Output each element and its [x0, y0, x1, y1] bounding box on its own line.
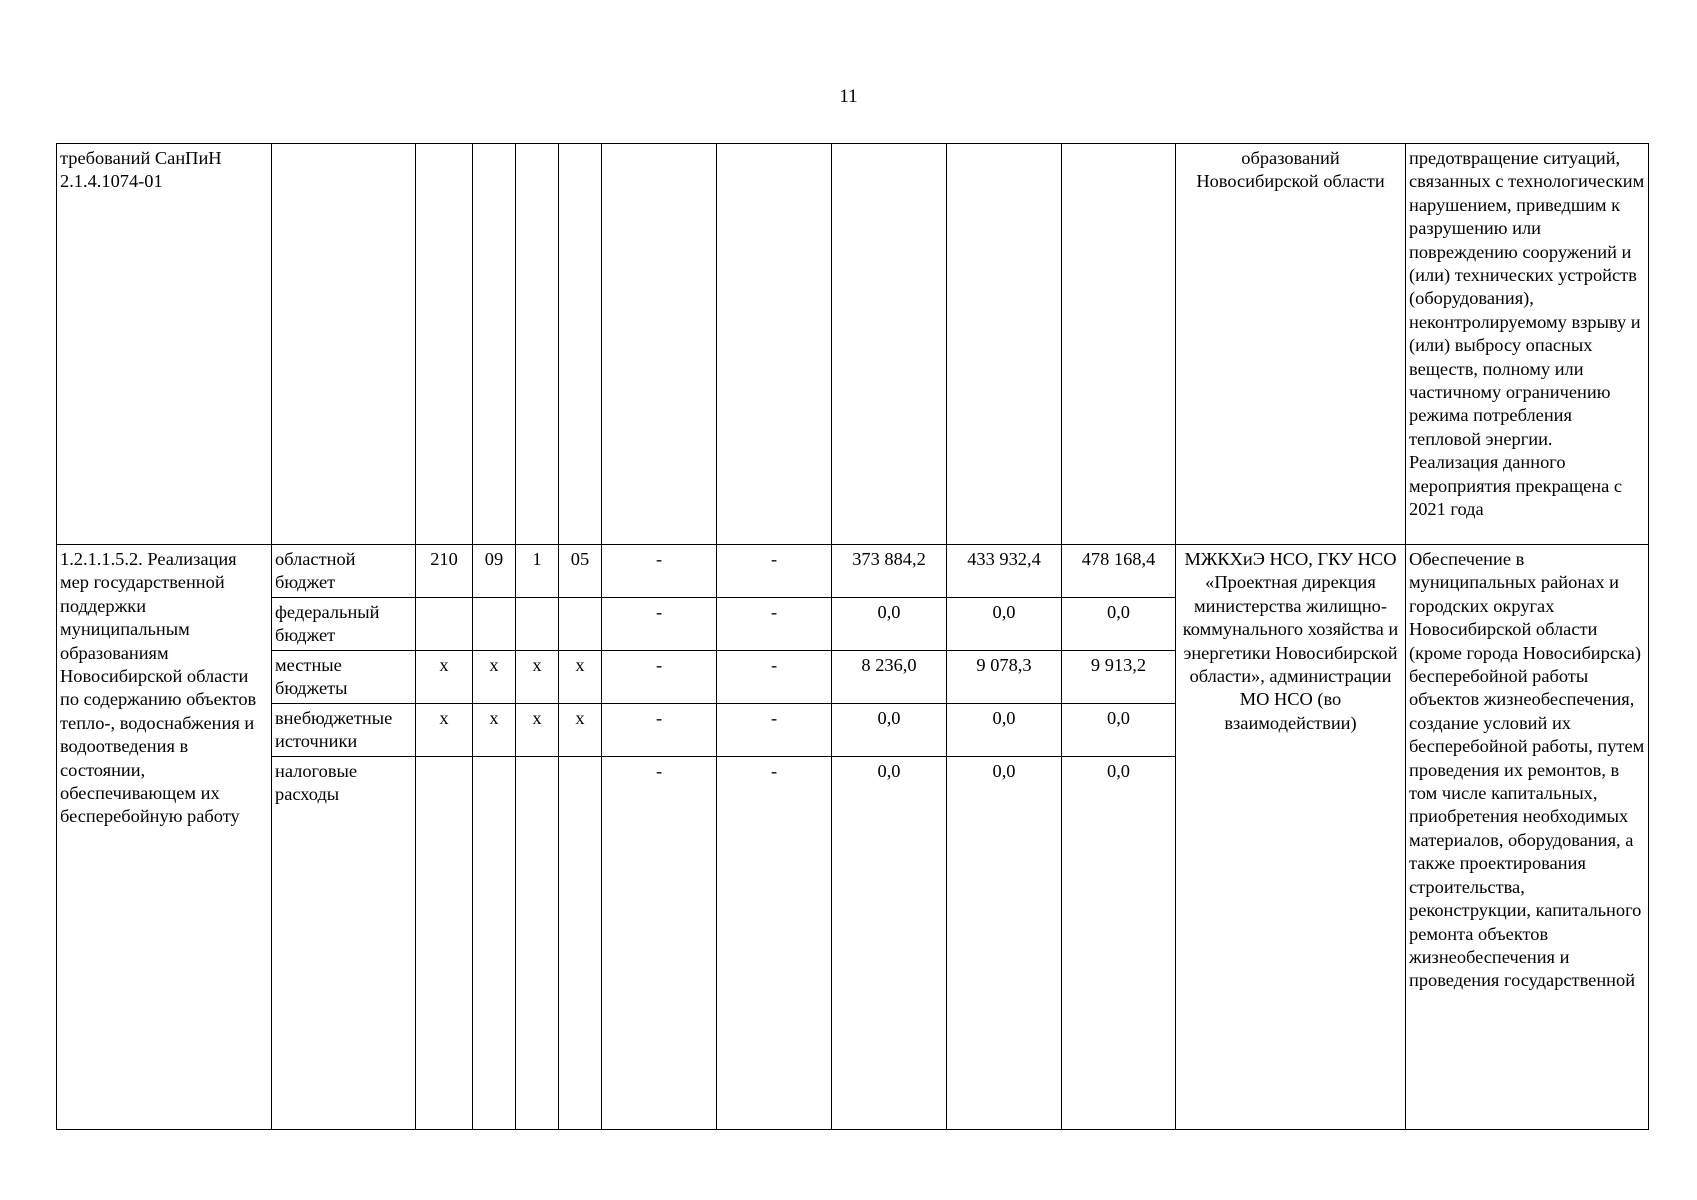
- value-cell: -: [602, 704, 717, 757]
- value-cell: 0,0: [832, 757, 947, 1130]
- value-cell: -: [717, 651, 832, 704]
- rz-cell: [473, 757, 516, 1130]
- csr-cell: х: [559, 704, 602, 757]
- pr-cell: [516, 757, 559, 1130]
- value-cell: 0,0: [1062, 598, 1176, 651]
- source-cell: налоговые расходы: [272, 757, 416, 1130]
- activity-name-cell: 1.2.1.1.5.2. Реализация мер государственной поддержки муниципальным образованиям Новосибирской области по содержанию объектов тепло-, водоснабжения и водоотведения в состоянии, обеспечивающем их бесперебойную работу: [57, 545, 272, 1130]
- rz-cell: [473, 598, 516, 651]
- value-cell: 433 932,4: [947, 545, 1062, 598]
- grbs-cell: 210: [416, 545, 473, 598]
- value-cell: 0,0: [947, 757, 1062, 1130]
- source-cell: областной бюджет: [272, 545, 416, 598]
- page-number: 11: [839, 86, 858, 107]
- value-cell: -: [717, 757, 832, 1130]
- value-cell: -: [602, 757, 717, 1130]
- pr-cell: 1: [516, 545, 559, 598]
- rz-cell: 09: [473, 545, 516, 598]
- executor-cell: МЖКХиЭ НСО, ГКУ НСО «Проектная дирекция министерства жилищно-коммунального хозяйства и энергетики Новосибирской области», администрации МО НСО (во взаимодействии): [1176, 545, 1406, 1130]
- csr-cell: [559, 598, 602, 651]
- pr-cell: х: [516, 704, 559, 757]
- value-cell: 8 236,0: [832, 651, 947, 704]
- value-cell: 9 913,2: [1062, 651, 1176, 704]
- value-cell: -: [602, 651, 717, 704]
- grbs-cell: [416, 598, 473, 651]
- executor-cell: образований Новосибирской области: [1176, 144, 1406, 545]
- source-cell: внебюджетные источники: [272, 704, 416, 757]
- value-cell: 0,0: [1062, 704, 1176, 757]
- table-row: [57, 144, 1649, 545]
- csr-cell: х: [559, 651, 602, 704]
- result-cell: предотвращение ситуаций, связанных с технологическим нарушением, приведшим к разрушению или повреждению сооружений и (или) технических устройств (оборудования), неконтролируемому взрыву и (или) выбросу опасных веществ, полному или частичному ограничению режима потребления тепловой энергии. Реализация данного мероприятия прекращена с 2021 года: [1406, 144, 1649, 545]
- rz-cell: х: [473, 651, 516, 704]
- pr-cell: [516, 598, 559, 651]
- value-cell: 0,0: [832, 704, 947, 757]
- value-cell: 0,0: [1062, 757, 1176, 1130]
- value-cell: 478 168,4: [1062, 545, 1176, 598]
- grbs-cell: х: [416, 651, 473, 704]
- activity-name-cell: требований СанПиН 2.1.4.1074-01: [57, 144, 272, 545]
- result-cell: Обеспечение в муниципальных районах и городских округах Новосибирской области (кроме города Новосибирска) бесперебойной работы объектов жизнеобеспечения, создание условий их бесперебойной работы, путем проведения их ремонтов, в том числе капитальных, приобретения необходимых материалов, оборудования, а также проектирования строительства, реконструкции, капитального ремонта объектов жизнеобеспечения и проведения государственной: [1406, 545, 1649, 1130]
- rz-cell: х: [473, 704, 516, 757]
- value-cell: 0,0: [947, 704, 1062, 757]
- value-cell: -: [602, 598, 717, 651]
- source-cell: федеральный бюджет: [272, 598, 416, 651]
- csr-cell: 05: [559, 545, 602, 598]
- pr-cell: х: [516, 651, 559, 704]
- value-cell: -: [717, 704, 832, 757]
- grbs-cell: [416, 757, 473, 1130]
- value-cell: 0,0: [832, 598, 947, 651]
- grbs-cell: х: [416, 704, 473, 757]
- value-cell: -: [717, 545, 832, 598]
- program-table: [56, 143, 1649, 1130]
- csr-cell: [559, 757, 602, 1130]
- value-cell: -: [602, 545, 717, 598]
- value-cell: -: [717, 598, 832, 651]
- value-cell: 9 078,3: [947, 651, 1062, 704]
- table-row: [57, 545, 1649, 598]
- value-cell: 0,0: [947, 598, 1062, 651]
- value-cell: 373 884,2: [832, 545, 947, 598]
- source-cell: местные бюджеты: [272, 651, 416, 704]
